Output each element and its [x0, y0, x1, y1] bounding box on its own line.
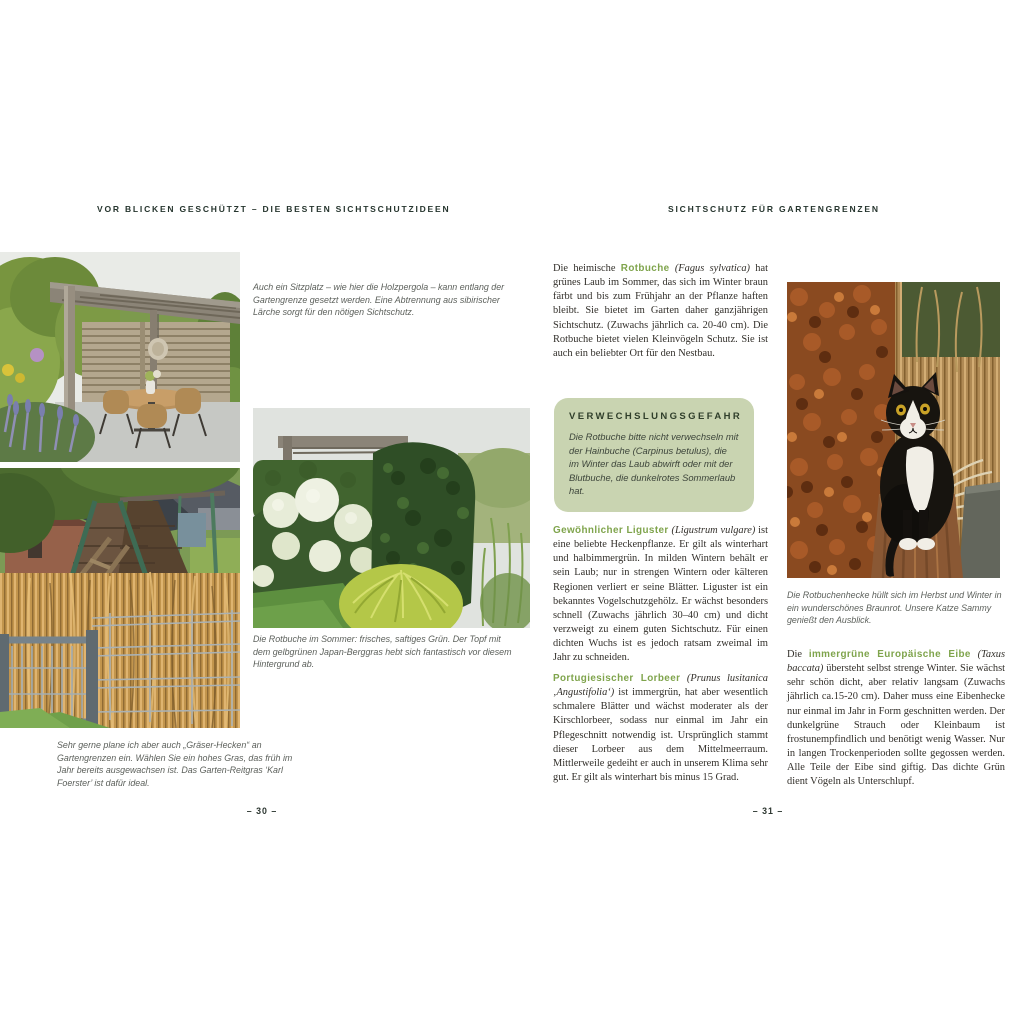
- paragraph-rotbuche-pre: Die heimische: [553, 263, 621, 274]
- paragraph-rotbuche-text: hat grünes Laub im Sommer, das sich im Winter braun färbt und bis zum Frühjahr an der Pflanze haften bleibt. Sie bietet im Garten daher ganzjährigen Sichtschutz. (Zuwachs jährlich ca. 20-40 cm). Die Rotbuche bietet vielen Kleinvögeln Schutz. Sie ist auch ein beliebter Ort für den Nestbau.: [553, 263, 768, 359]
- photo-cat-hedge: [787, 282, 1000, 578]
- photo-beech-hedge-graphic: [253, 408, 530, 628]
- paragraph-rotbuche: [553, 262, 768, 361]
- info-box-verwechslungsgefahr: [554, 398, 754, 512]
- caption-beech-hedge: Die Rotbuche im Sommer: frisches, saftiges Grün. Der Topf mit dem gelbgrünen Japan-Berggras hebt sich fantastisch vor diesem Hintergrund ab.: [253, 634, 512, 670]
- left-page-number: – 30 –: [246, 806, 278, 816]
- paragraph-liguster-text: ist eine beliebte Heckenpflanze. Er gilt als winterhart und halbimmergrün. In milden Wintern behält er sein Laub; nur in strengen Wintern oder kälteren Regionen verliert er seine Blätter. Liguster ist ein bekanntes Vogelschutzgehölz. Er wächst besonders schnell (Zuwachs jährlich 30–40 cm) und dicht verzweigt zu einem guten Sichtschutz. Für einen dichten Wuchs ist es jedoch ratsam zweimal im Jahr zu schneiden.: [553, 525, 768, 664]
- paragraph-lorbeer: [553, 672, 768, 785]
- left-running-head: VOR BLICKEN GESCHÜTZT – DIE BESTEN SICHTSCHUTZIDEEN: [97, 204, 451, 214]
- keyword-lorbeer: Portugiesischer Lorbeer: [553, 673, 681, 684]
- photo-grass-hedge-graphic: [0, 468, 240, 728]
- latin-lorbeer: (Prunus lusitanica ‚Angustifolia‘): [553, 673, 768, 699]
- latin-eibe: (Taxus baccata): [787, 649, 1005, 675]
- keyword-eibe: immergrüne Europäische Eibe: [808, 649, 971, 660]
- paragraph-liguster: [553, 524, 768, 666]
- paragraph-eibe-pre: Die: [787, 649, 809, 660]
- paragraph-eibe: [787, 648, 1005, 790]
- photo-pergola-graphic: [0, 252, 240, 462]
- photo-pergola: [0, 252, 240, 462]
- caption-pergola: Auch ein Sitzplatz – wie hier die Holzpergola – kann entlang der Gartengrenze gesetzt werden. Eine Abtrennung aus sibirischer Lärche sorgt für den nötigen Sichtschutz.: [253, 282, 505, 318]
- latin-rotbuche: (Fagus sylvatica): [669, 263, 750, 274]
- photo-beech-hedge: [253, 408, 530, 628]
- latin-liguster: (Ligustrum vulgare): [668, 525, 756, 536]
- info-box-text: Die Rotbuche bitte nicht verwechseln mit der Hainbuche (Carpinus betulus), die im Winter das Laub abwirft oder mit der Blutbuche, die dunkelrotes Sommerlaub hat.: [569, 431, 739, 497]
- keyword-liguster: Gewöhnlicher Liguster: [553, 525, 669, 536]
- photo-grass-hedge: [0, 468, 240, 728]
- caption-grass-hedge: Sehr gerne plane ich aber auch „Gräser-Hecken“ an Gartengrenzen ein. Wählen Sie ein hohes Gras, das früh im Jahr bereits ausgewachsen ist. Das Garten-Reitgras ‘Karl Foerster’ ist dafür ideal.: [57, 740, 293, 788]
- info-box-title: VERWECHSLUNGSGEFAHR: [569, 411, 743, 422]
- right-page-number: – 31 –: [752, 806, 784, 816]
- paragraph-eibe-text: übersteht selbst strenge Winter. Sie wächst sehr schön dicht, aber relativ langsam (Zuwachs jährlich ca.15-20 cm). Daher muss eine Eibenhecke nur einmal im Jahr in Form geschnitten werden. Der dunkelgrüne Strauch oder Kleinbaum ist frostunempfindlich und benötigt wenig Wasser. Nur in langen Trockenperioden sollte gegossen werden. Alle Teile der Eibe sind giftig. Das dichte Grün dient Vögeln als Unterschlupf.: [787, 663, 1005, 788]
- photo-cat-hedge-graphic: [787, 282, 1000, 578]
- caption-cat-hedge: Die Rotbuchenhecke hüllt sich im Herbst und Winter in ein wunderschönes Braunrot. Unsere Katze Sammy genießt den Ausblick.: [787, 590, 1002, 626]
- keyword-rotbuche: Rotbuche: [620, 263, 670, 274]
- paragraph-lorbeer-text: ist immergrün, hat aber wesentlich schmalere Blätter und wächst moderater als der Kirschlorbeer, sodass nur einmal im Jahr ein Pflegeschnitt notwendig ist. Ursprünglich stammt dieser Lorbeer aus dem Mittelmeerraum. Mittlerweile gedeiht er auch in unserem Klima sehr gut. Er gilt als winterhart bis minus 15 Grad.: [553, 687, 768, 784]
- right-running-head: SICHTSCHUTZ FÜR GARTENGRENZEN: [668, 204, 880, 214]
